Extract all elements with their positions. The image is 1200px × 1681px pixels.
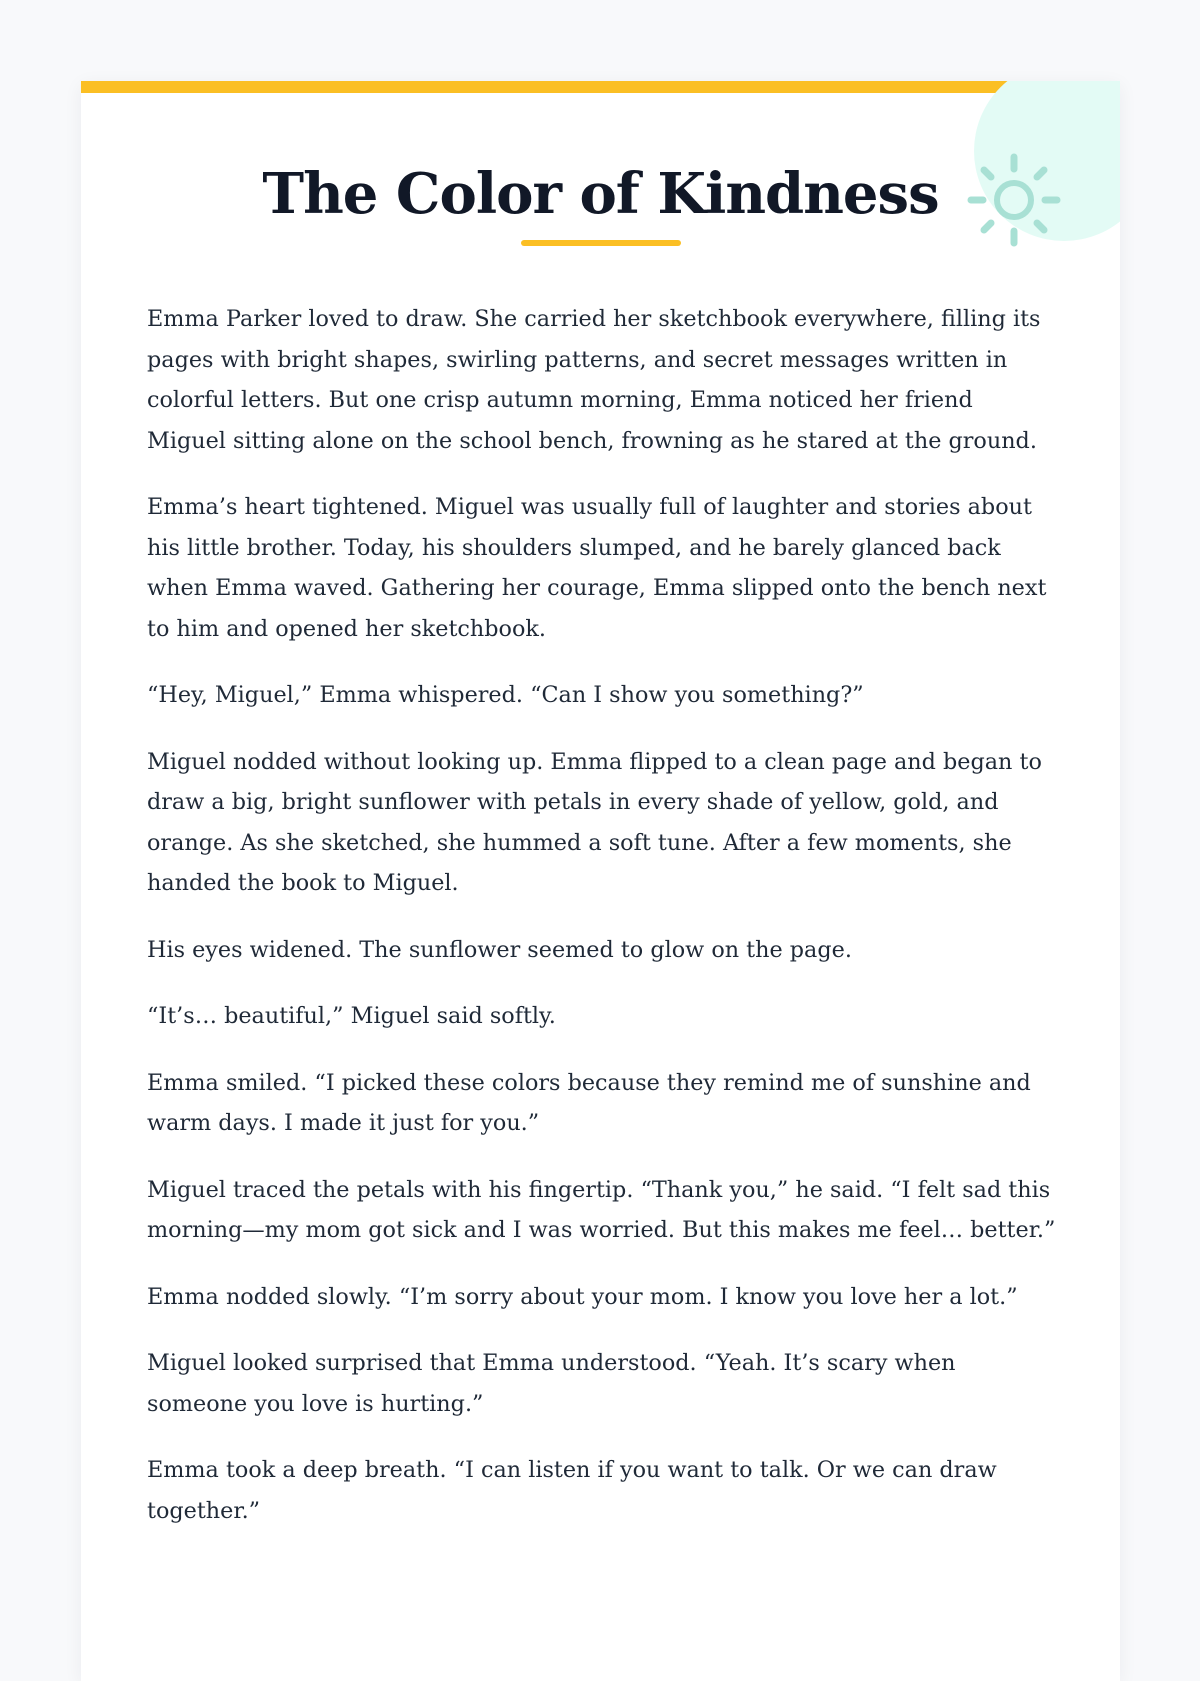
story-page xyxy=(81,81,1120,1681)
story-body xyxy=(147,299,1057,1557)
story-paragraph: Emma nodded slowly. “I’m sorry about your mom. I know you love her a lot.” xyxy=(147,1283,1018,1310)
story-paragraph: Emma’s heart tightened. Miguel was usually full of laughter and stories about his little brother. Today, his shoulders slumped, and he barely glanced back when Emma waved. Gathering her courage, Emma slipped onto the bench next to him and opened her sketchbook. xyxy=(147,494,1047,642)
title-underline xyxy=(521,240,681,246)
story-paragraph: “Hey, Miguel,” Emma whispered. “Can I show you something?” xyxy=(147,682,864,708)
story-title: The Color of Kindness xyxy=(262,161,939,227)
story-paragraph: Miguel looked surprised that Emma understood. “Yeah. It’s scary when someone you love is hurting.” xyxy=(147,1350,956,1417)
story-paragraph: Emma took a deep breath. “I can listen if you want to talk. Or we can draw together.” xyxy=(147,1457,997,1524)
story-paragraph: Miguel traced the petals with his fingertip. “Thank you,” he said. “I felt sad this morning—my mom got sick and I was worried. But this makes me feel… better.” xyxy=(147,1176,1056,1243)
story-paragraph: Emma smiled. “I picked these colors because they remind me of sunshine and warm days. I made it just for you.” xyxy=(147,1069,1031,1136)
story-paragraph: Miguel nodded without looking up. Emma flipped to a clean page and began to draw a big, bright sunflower with petals in every shade of yellow, gold, and orange. As she sketched, she hummed a soft tune. After a few moments, she handed the book to Miguel. xyxy=(147,748,1042,896)
story-paragraph: His eyes widened. The sunflower seemed to glow on the page. xyxy=(147,936,852,963)
accent-top-bar xyxy=(81,81,1120,93)
story-paragraph: Emma Parker loved to draw. She carried her sketchbook everywhere, filling its pages with bright shapes, swirling patterns, and secret messages written in colorful letters. But one crisp autumn morning, Emma noticed her friend Miguel sitting alone on the school bench, frowning as he stared at the ground. xyxy=(147,306,1041,454)
story-paragraph: “It’s… beautiful,” Miguel said softly. xyxy=(147,1003,556,1029)
